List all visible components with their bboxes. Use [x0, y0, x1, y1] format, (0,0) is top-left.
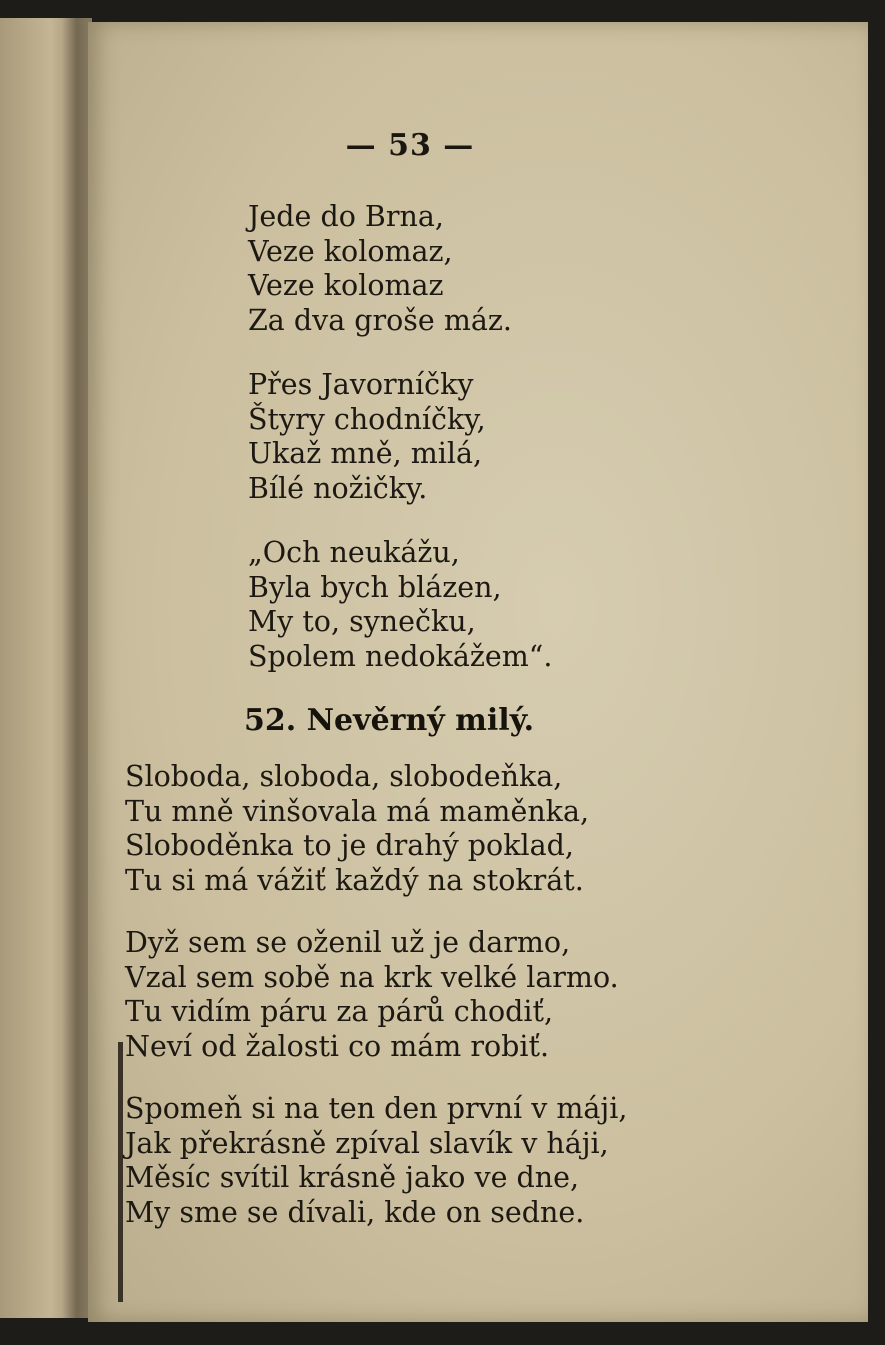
verse-line: „Och neukážu, [248, 536, 460, 569]
verse-line: Tu vidím páru za párů chodiť, [125, 995, 554, 1028]
stanza-2 [248, 368, 486, 506]
verse-line: Tu mně vinšovala má maměnka, [125, 794, 590, 828]
verse-line: Přes Javorníčky [248, 368, 474, 401]
stanza-3 [248, 536, 552, 674]
song-stanza-2 [125, 926, 619, 1064]
verse-line: Neví od žalosti co mám robiť. [125, 1029, 550, 1063]
verse-line: Štyry chodníčky, [248, 402, 486, 436]
verse-line: Dyž sem se oženil už je darmo, [125, 926, 571, 959]
stanza-1 [248, 200, 512, 338]
verse-line: Veze kolomaz [248, 269, 444, 302]
verse-line: Byla bych blázen, [248, 570, 502, 604]
verse-line: Jede do Brna, [248, 200, 444, 233]
verse-line: Veze kolomaz, [248, 234, 453, 268]
verse-line: Spomeň si na ten den první v máji, [125, 1092, 628, 1125]
verse-line: Ukaž mně, milá, [248, 437, 483, 470]
song-heading: 52. Nevěrný milý. [244, 703, 535, 738]
verse-line: Za dva groše máz. [248, 303, 512, 337]
verse-line: Jak překrásně zpíval slavík v háji, [125, 1126, 609, 1160]
page-edge-shadow [118, 1042, 123, 1302]
verse-line: Sloboda, sloboda, slobodeňka, [125, 760, 563, 793]
verse-line: Bílé nožičky. [248, 471, 428, 505]
verse-line: Spolem nedokážem“. [248, 639, 553, 673]
song-stanza-3 [125, 1092, 627, 1230]
verse-line: Sloboděnka to je drahý poklad, [125, 829, 574, 862]
verse-line: My sme se dívali, kde on sedne. [125, 1195, 585, 1229]
verse-line: My to, synečku, [248, 605, 476, 638]
verse-line: Tu si má vážiť každý na stokrát. [125, 863, 584, 897]
verse-line: Měsíc svítil krásně jako ve dne, [125, 1161, 580, 1194]
verse-line: Vzal sem sobě na krk velké larmo. [125, 960, 619, 994]
page-number: — 53 — [345, 128, 475, 163]
song-stanza-1 [125, 760, 589, 898]
